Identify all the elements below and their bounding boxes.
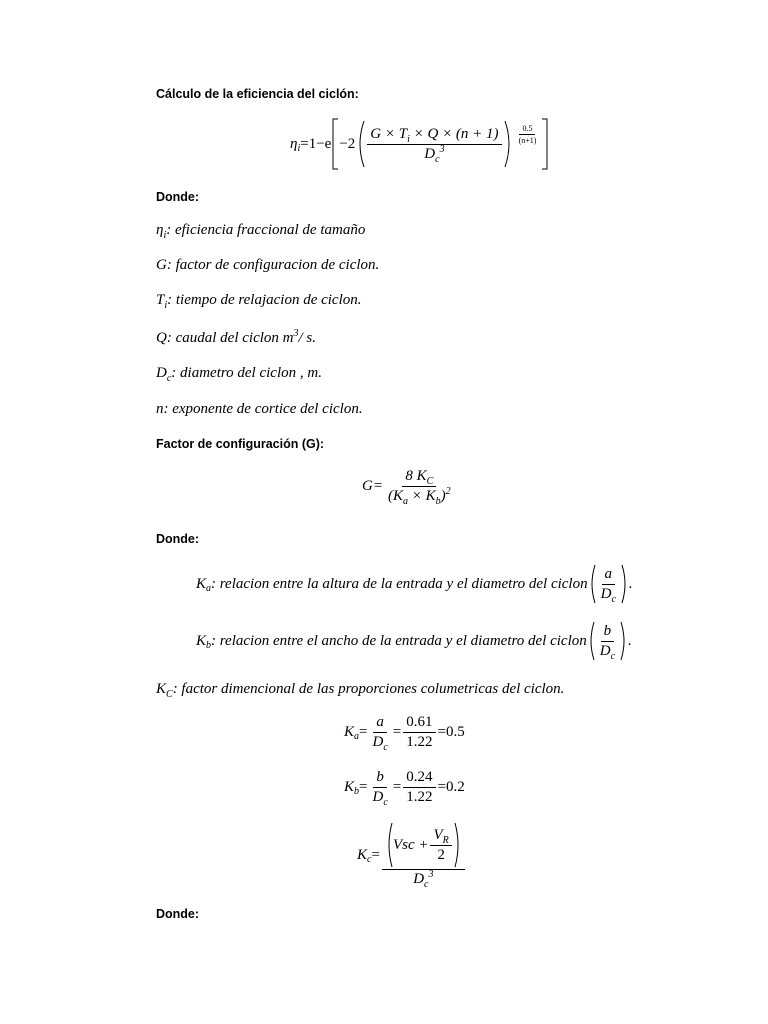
kc-vsc: Vsc +: [392, 836, 429, 853]
ka-eq-f1num: a: [373, 714, 387, 733]
heading-donde-3: Donde:: [156, 907, 200, 921]
den-sup: 3: [439, 143, 445, 155]
kb-eq-result: =0.2: [437, 779, 465, 795]
ka-eq-f1den-sub: c: [383, 742, 388, 753]
kb-right-paren: [620, 621, 628, 661]
ka-eq-lhs-sub: a: [354, 731, 360, 742]
ka-eq-frac-2: [403, 714, 435, 751]
g-den-sub-a: a: [402, 496, 408, 507]
kc-eq-fraction: [382, 822, 465, 888]
def-symbol: n: [156, 401, 164, 417]
num-sub: i: [407, 133, 410, 145]
kc-den-sub: c: [424, 879, 429, 890]
kb-eq-lhs-sub: b: [354, 786, 360, 797]
ka-def-num: a: [602, 566, 616, 585]
definition-q: [156, 330, 316, 347]
ka-definition: [196, 564, 633, 604]
ka-eq-f2den: 1.22: [406, 734, 433, 750]
g-den-sup: 2: [445, 486, 451, 497]
den-sub: c: [435, 153, 440, 165]
definition-g: [156, 257, 379, 274]
num-rest: × Q × (n + 1): [413, 125, 499, 142]
kb-def-num: b: [601, 623, 615, 642]
kc-vr: V: [433, 826, 443, 843]
right-bracket: [541, 118, 549, 170]
ka-text: : relacion entre la altura de la entrada y el diametro del ciclon: [211, 575, 588, 592]
ka-eq-lhs: K: [344, 724, 355, 740]
kb-left-paren: [587, 621, 595, 661]
g-equation: [362, 468, 456, 505]
ka-eq-result: =0.5: [437, 724, 465, 740]
kb-text: : relacion entre el ancho de la entrada y el diametro del ciclon: [211, 632, 587, 649]
definition-t: [156, 292, 362, 309]
kb-def-den: D: [599, 642, 611, 659]
minus-two: −2: [339, 135, 356, 152]
left-paren: [355, 120, 365, 168]
kb-eq-f1den-sub: c: [383, 797, 388, 808]
definition-n: [156, 401, 363, 418]
kb-eq-f1num: b: [373, 769, 387, 788]
def-text: : diametro del ciclon , m.: [171, 365, 322, 381]
kc-left-paren: [385, 822, 393, 868]
def-symbol: Q: [156, 330, 167, 346]
g-fraction: [385, 468, 454, 505]
heading-factor: Factor de configuración (G):: [156, 437, 325, 451]
efficiency-equation: [290, 118, 549, 170]
ka-eq-frac-1: [369, 714, 390, 751]
kb-def-fraction: [597, 623, 618, 660]
def-text: : eficiencia fraccional de tamaño: [166, 222, 366, 238]
heading-calculo: Cálculo de la eficiencia del ciclón:: [156, 87, 359, 101]
g-den: (K: [387, 488, 403, 504]
def-symbol: G: [156, 257, 167, 273]
definition-eta: [156, 222, 365, 239]
kc-sub: C: [166, 689, 173, 700]
g-den-mid: × K: [411, 488, 436, 504]
right-paren: [504, 120, 514, 168]
ka-def-den-sub: c: [611, 593, 616, 605]
kc-eq-lhs-sub: c: [367, 853, 372, 865]
def-symbol: T: [156, 292, 165, 308]
kc-right-paren: [454, 822, 462, 868]
def-text: : tiempo de relajacion de ciclon.: [167, 292, 362, 308]
g-lhs: G=: [362, 478, 383, 494]
eq-rhs-start: =1−e: [300, 135, 332, 152]
efficiency-fraction: [367, 126, 501, 163]
kc-den-sup: 3: [428, 869, 434, 880]
def-sub: i: [164, 300, 168, 311]
definition-d: [156, 365, 322, 382]
def-text: : factor de configuracion de ciclon.: [166, 257, 380, 273]
kb-equation: K b = $\frac{b}{D_c}$ = $\frac{0.24}{1.22}$ =0.2: [344, 769, 465, 808]
ka-sub: a: [206, 582, 212, 594]
kc-den: D: [413, 871, 425, 887]
eta-sub: i: [297, 142, 301, 154]
kc-eq-lhs: K: [357, 846, 368, 863]
fraction-num: G × T: [370, 125, 408, 142]
def-text: : exponente de cortice del ciclon.: [163, 401, 363, 417]
def-sup: 3: [293, 328, 299, 339]
g-den-end: ): [440, 488, 446, 504]
kb-sub: b: [206, 639, 212, 651]
def-symbol: D: [156, 365, 167, 381]
g-num: 8 K: [405, 468, 427, 484]
heading-donde-1: Donde:: [156, 190, 200, 204]
ka-left-paren: [588, 564, 596, 604]
g-num-sub: C: [426, 476, 434, 487]
kb-eq-frac-1: [369, 769, 390, 806]
ka-sym: K: [196, 575, 207, 592]
kb-def-den-sub: c: [610, 650, 616, 662]
kb-sym: K: [196, 632, 207, 649]
kc-text: : factor dimencional de las proporciones columetricas del ciclon.: [172, 681, 565, 697]
kc-equation: K c = Vsc + $\frac{V_R}{2}$ $D_c^3$: [357, 822, 467, 888]
kb-eq-frac-2: [403, 769, 435, 806]
ka-eq-f2num: 0.61: [403, 714, 435, 733]
kb-definition: [196, 621, 632, 661]
kc-two: 2: [437, 846, 445, 863]
exponent-fraction: [516, 124, 540, 145]
left-bracket: [331, 118, 339, 170]
kb-eq-f2den: 1.22: [406, 789, 433, 805]
exp-den: (n+1): [518, 135, 537, 145]
ka-def-fraction: [598, 566, 619, 603]
kb-eq-f2num: 0.24: [403, 769, 435, 788]
g-den-sub-b: b: [435, 496, 441, 507]
def-text: : caudal del ciclon m: [166, 330, 294, 346]
ka-def-den: D: [600, 585, 612, 602]
eta-symbol: η: [290, 135, 298, 152]
kb-eq-lhs: K: [344, 779, 355, 795]
kb-end: .: [628, 632, 632, 649]
kb-eq-f1den: D: [372, 789, 384, 805]
kc-definition: [156, 681, 564, 698]
ka-end: .: [628, 575, 633, 592]
exp-num: 0.5: [519, 124, 535, 135]
heading-donde-2: Donde:: [156, 532, 200, 546]
ka-right-paren: [621, 564, 629, 604]
ka-equation: K a = $\frac{a}{D_c}$ = $\frac{0.61}{1.22}$ =0.5: [344, 714, 465, 753]
fraction-den: D: [424, 145, 436, 162]
def-sub: c: [166, 373, 172, 384]
kc-sym: K: [156, 681, 167, 697]
def-symbol: η: [156, 222, 164, 238]
kc-vr-fraction: [430, 827, 451, 864]
kc-vr-sub: R: [442, 834, 449, 846]
ka-eq-f1den: D: [372, 734, 384, 750]
def-text-after: / s.: [298, 330, 316, 346]
def-sub: i: [163, 230, 167, 241]
